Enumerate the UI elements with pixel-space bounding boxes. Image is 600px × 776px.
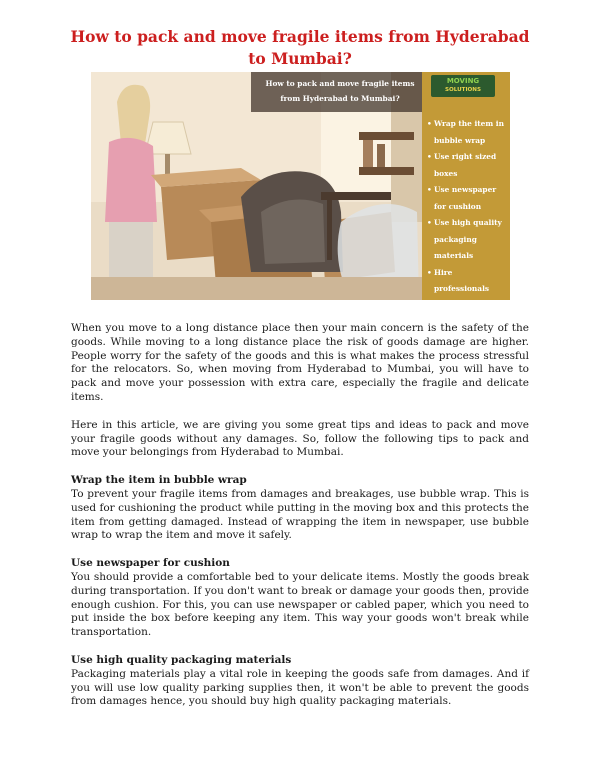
intro-paragraph: When you move to a long distance place then your main concern is the safety of the goods. While moving to a long distance place the risk of goods damage are higher. People worry for the safety of the goods and this is what makes the process stressful for the relocators. So, when moving from Hyderabad to Mumbai, you will have to pack and move your possession with extra care, especially the fragile and delicate items.	[71, 322, 529, 403]
section-paragraph: You should provide a comfortable bed to your delicate items. Mostly the goods break during transportation. If you don't want to break or damage your goods then, provide enough cushion. For this, you can use newspaper or cabled paper, which you need to put inside the box before keeping any item. This way your goods won't break while transportation.	[71, 570, 529, 639]
banner-image	[91, 72, 510, 300]
logo-text-top: MOVING	[446, 77, 480, 85]
banner-caption: How to pack and move fragile items from Hyderabad to Mumbai?	[265, 79, 415, 103]
page-title: How to pack and move fragile items from Hyderabad to Mumbai?	[70, 27, 530, 68]
tip-item: • Hire professionals	[427, 265, 509, 298]
moving-solutions-logo	[431, 75, 495, 97]
tips-list	[427, 116, 509, 298]
logo-text-bottom: SOLUTIONS	[444, 87, 482, 93]
article-body	[71, 322, 529, 709]
tip-item: • Use high quality packaging materials	[427, 215, 509, 265]
intro-paragraph: Here in this article, we are giving you some great tips and ideas to pack and move your fragile goods without any damages. So, follow the following tips to pack and move your belongings from Hyderabad to Mumbai.	[71, 418, 529, 459]
section-heading: Wrap the item in bubble wrap	[71, 474, 247, 487]
tip-item: • Use newspaper for cushion	[427, 182, 509, 215]
section-paragraph: To prevent your fragile items from damages and breakages, use bubble wrap. This is used for cushioning the product while putting in the moving box and this protects the item from getting damaged. Instead of wrapping the item in newspaper, use bubble wrap to wrap the item and move it safely.	[71, 487, 529, 542]
section-paragraph: Packaging materials play a vital role in keeping the goods safe from damages. And if you will use low quality parking supplies then, it won't be able to prevent the goods from damages hence, you should buy high quality packaging materials.	[71, 667, 529, 708]
section-heading: Use high quality packaging materials	[71, 653, 292, 666]
tip-item: • Wrap the item in bubble wrap	[427, 116, 509, 149]
tip-item: • Use right sized boxes	[427, 149, 509, 182]
section-heading: Use newspaper for cushion	[71, 557, 230, 570]
